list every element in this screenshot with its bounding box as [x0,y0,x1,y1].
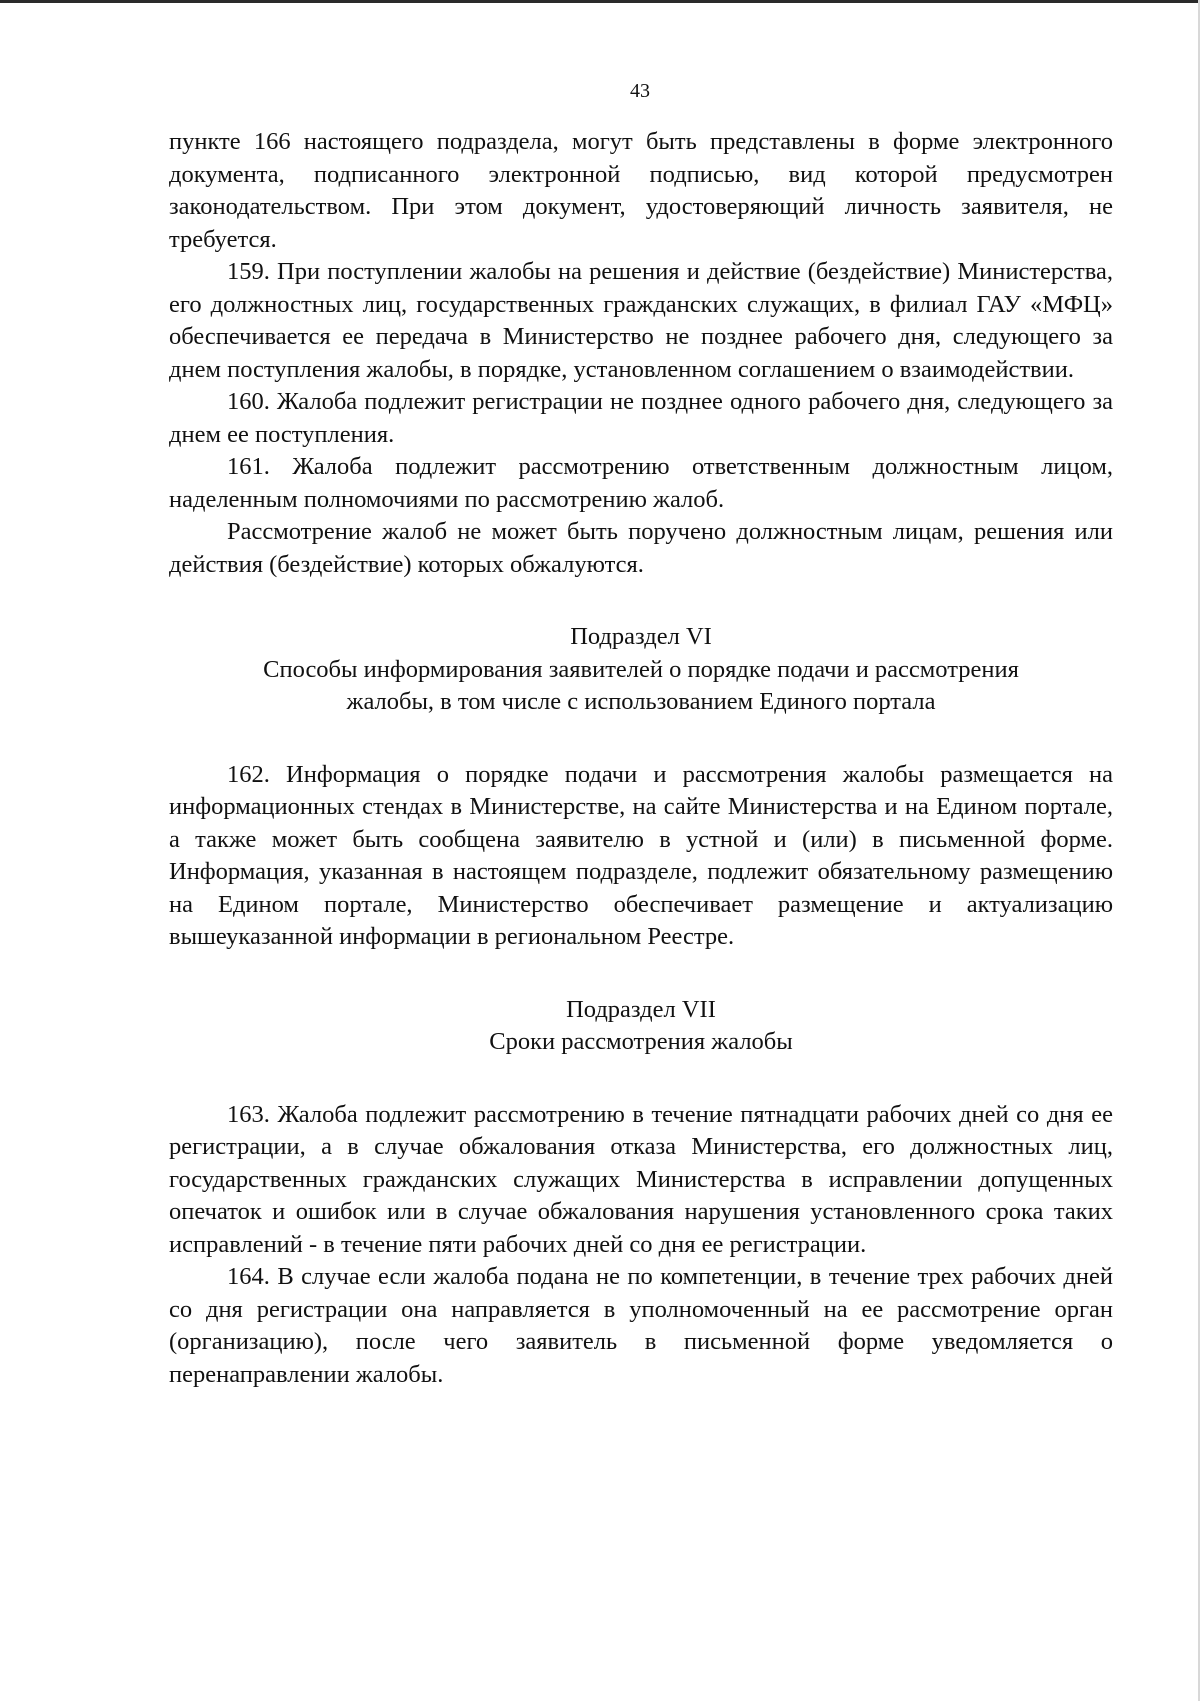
paragraph-162: 162. Информация о порядке подачи и рассмотрения жалобы размещается на информационных стендах в Министерстве, на сайте Министерства и на Едином портале, а также может быть сообщена заявителю в устной и (или) в письменной форме. Информация, указанная в настоящем подразделе, подлежит обязательному размещению на Едином портале, Министерство обеспечивает размещение и актуализацию вышеуказанной информации в региональном Реестре. [169,760,1113,950]
document-body [169,126,1113,1391]
subsection-6-subtitle-line-2: жалобы, в том числе с использованием Единого портала [346,688,936,715]
paragraph-continuation: пункте 166 настоящего подраздела, могут быть представлены в форме электронного документа, подписанного электронной подписью, вид которой предусмотрен законодательством. При этом документ, удостоверяющий личность заявителя, не требуется. [169,128,1113,253]
subsection-6-subtitle-line-1: Способы информирования заявителей о порядке подачи и рассмотрения [263,655,1019,683]
page-number: 43 [630,80,650,102]
subsection-6-title: Подраздел VI [570,623,712,650]
paragraph-163: 163. Жалоба подлежит рассмотрению в течение пятнадцати рабочих дней со дня ее регистрации, а в случае обжалования отказа Министерства, его должностных лиц, государственных гражданских служащих Министерства в исправлении допущенных опечаток и ошибок или в случае обжалования нарушения установленного срока таких исправлений - в течение пяти рабочих дней со дня ее регистрации. [169,1100,1113,1258]
scan-edge-top [0,0,1200,3]
subsection-7-title: Подраздел VII [566,995,716,1023]
paragraph-159: 159. При поступлении жалобы на решения и действие (бездействие) Министерства, его должностных лиц, государственных гражданских служащих, в филиал ГАУ «МФЦ» обеспечивается ее передача в Министерство не позднее рабочего дня, следующего за днем поступления жалобы, в порядке, установленном соглашением о взаимодействии. [169,258,1113,383]
paragraph-161-continued: Рассмотрение жалоб не может быть поручено должностным лицам, решения или действия (бездействие) которых обжалуются. [169,518,1113,578]
paragraph-161: 161. Жалоба подлежит рассмотрению ответственным должностным лицом, наделенным полномочиями по рассмотрению жалоб. [169,453,1113,513]
paragraph-164: 164. В случае если жалоба подана не по компетенции, в течение трех рабочих дней со дня регистрации она направляется в уполномоченный на ее рассмотрение орган (организацию), после чего заявитель в письменной форме уведомляется о перенаправлении жалобы. [169,1263,1113,1388]
subsection-7-subtitle: Сроки рассмотрения жалобы [489,1028,793,1055]
paragraph-160: 160. Жалоба подлежит регистрации не позднее одного рабочего дня, следующего за днем ее поступления. [169,388,1113,448]
